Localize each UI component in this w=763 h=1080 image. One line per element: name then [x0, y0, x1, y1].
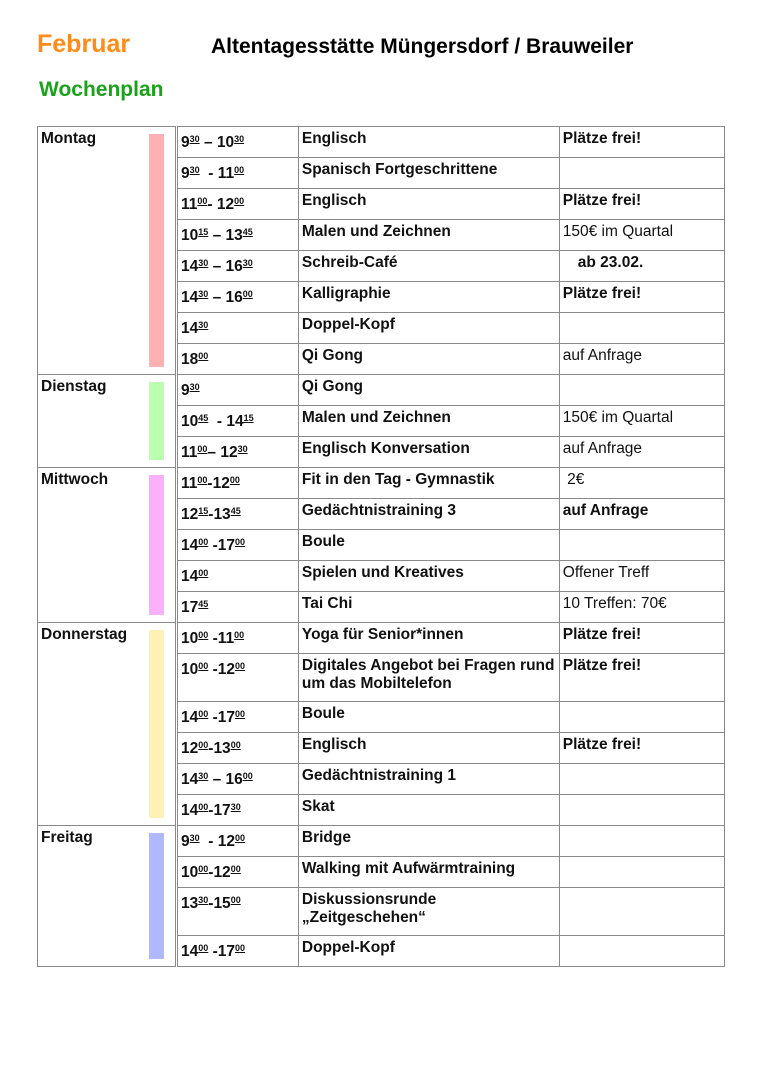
end-hour: 16	[225, 258, 243, 275]
note-cell	[559, 857, 724, 888]
note-cell	[559, 888, 724, 936]
start-minute: 00	[198, 709, 209, 719]
start-hour: 12	[181, 740, 199, 757]
time-separator: –	[208, 289, 226, 306]
start-minute: 00	[198, 740, 209, 750]
start-hour: 9	[181, 165, 190, 182]
activity-cell: Tai Chi	[298, 592, 559, 623]
start-minute: 00	[197, 196, 208, 206]
start-hour: 10	[181, 227, 199, 244]
end-minute: 00	[230, 864, 241, 874]
end-minute: 00	[234, 537, 245, 547]
time-separator: -	[208, 506, 214, 523]
time-separator: -	[208, 630, 218, 647]
time-separator: -	[208, 895, 214, 912]
time-separator: -	[208, 537, 218, 554]
end-minute: 00	[234, 661, 245, 671]
start-minute: 00	[198, 351, 209, 361]
note-cell: Plätze frei!	[559, 654, 724, 702]
day-color-bar	[149, 134, 164, 367]
weekly-schedule-table	[37, 126, 725, 967]
activity-cell: Diskussionsrunde „Zeitgeschehen“	[298, 888, 559, 936]
end-hour: 11	[217, 165, 235, 182]
end-hour: 14	[226, 413, 244, 430]
time-cell	[177, 795, 299, 826]
time-cell	[177, 592, 299, 623]
note-cell: auf Anfrage	[559, 437, 724, 468]
end-minute: 00	[229, 475, 240, 485]
note-cell	[559, 158, 724, 189]
end-hour: 15	[213, 895, 231, 912]
note-cell: 150€ im Quartal	[559, 406, 724, 437]
note-cell	[559, 764, 724, 795]
activity-cell: Fit in den Tag - Gymnastik	[298, 468, 559, 499]
end-hour: 12	[213, 864, 231, 881]
end-hour: 10	[216, 134, 235, 151]
activity-cell: Doppel-Kopf	[298, 936, 559, 967]
time-separator: -	[208, 661, 218, 678]
end-minute: 00	[234, 943, 245, 953]
day-name: Mittwoch	[41, 471, 109, 488]
time-cell	[177, 375, 299, 406]
start-minute: 00	[198, 661, 209, 671]
start-hour: 14	[181, 568, 199, 585]
activity-cell: Doppel-Kopf	[298, 313, 559, 344]
start-hour: 10	[181, 661, 199, 678]
end-minute: 30	[242, 258, 253, 268]
day-cell-donnerstag	[38, 623, 177, 826]
start-minute: 30	[198, 258, 209, 268]
time-separator: –	[208, 258, 226, 275]
start-hour: 10	[181, 630, 199, 647]
time-cell	[177, 189, 299, 220]
note-cell: ab 23.02.	[559, 251, 724, 282]
time-cell	[177, 530, 299, 561]
note-cell: 2€	[559, 468, 724, 499]
time-separator: -	[208, 802, 214, 819]
note-cell: auf Anfrage	[559, 499, 724, 530]
end-minute: 00	[230, 740, 241, 750]
end-minute: 00	[234, 833, 245, 843]
start-minute: 30	[189, 134, 200, 144]
start-hour: 17	[181, 599, 199, 616]
end-minute: 00	[242, 289, 253, 299]
activity-cell: Skat	[298, 795, 559, 826]
activity-cell: Spielen und Kreatives	[298, 561, 559, 592]
activity-cell: Kalligraphie	[298, 282, 559, 313]
day-name: Montag	[41, 130, 97, 147]
note-cell: Plätze frei!	[559, 282, 724, 313]
time-separator: -	[208, 740, 214, 757]
start-minute: 00	[198, 943, 209, 953]
activity-cell: Englisch	[298, 733, 559, 764]
start-hour: 10	[181, 864, 199, 881]
note-cell: Plätze frei!	[559, 623, 724, 654]
time-separator: -	[207, 196, 217, 213]
start-minute: 15	[198, 227, 209, 237]
note-cell	[559, 702, 724, 733]
month-heading: Februar	[37, 30, 131, 58]
start-hour: 13	[181, 895, 199, 912]
note-cell	[559, 826, 724, 857]
activity-cell: Gedächtnistraining 3	[298, 499, 559, 530]
start-hour: 14	[181, 802, 199, 819]
activity-cell: Qi Gong	[298, 344, 559, 375]
end-minute: 00	[234, 630, 245, 640]
start-minute: 00	[197, 444, 208, 454]
start-hour: 14	[181, 320, 199, 337]
schedule-row	[38, 375, 725, 406]
time-cell	[177, 437, 299, 468]
activity-cell: Gedächtnistraining 1	[298, 764, 559, 795]
end-hour: 12	[220, 444, 238, 461]
start-hour: 14	[181, 537, 199, 554]
note-cell: auf Anfrage	[559, 344, 724, 375]
start-hour: 14	[181, 709, 199, 726]
time-separator: –	[207, 444, 221, 461]
day-name: Freitag	[41, 829, 93, 846]
start-minute: 00	[198, 802, 209, 812]
start-hour: 14	[181, 258, 199, 275]
start-hour: 18	[181, 351, 199, 368]
note-cell	[559, 936, 724, 967]
end-minute: 30	[234, 134, 245, 144]
time-cell	[177, 702, 299, 733]
start-minute: 30	[189, 833, 200, 843]
schedule-row	[38, 826, 725, 857]
day-color-bar	[149, 833, 164, 959]
activity-cell: Digitales Angebot bei Fragen rund um das Mobiltelefon	[298, 654, 559, 702]
note-cell	[559, 530, 724, 561]
start-minute: 30	[198, 289, 209, 299]
note-cell: Plätze frei!	[559, 733, 724, 764]
schedule-row	[38, 623, 725, 654]
start-hour: 14	[181, 289, 199, 306]
start-minute: 00	[198, 630, 209, 640]
time-cell	[177, 764, 299, 795]
time-cell	[177, 826, 299, 857]
time-cell	[177, 499, 299, 530]
note-cell: Plätze frei!	[559, 189, 724, 220]
time-cell	[177, 733, 299, 764]
end-hour: 12	[217, 833, 235, 850]
start-hour: 14	[181, 771, 199, 788]
schedule-row	[38, 468, 725, 499]
end-hour: 13	[225, 227, 243, 244]
time-cell	[177, 623, 299, 654]
time-separator: -	[208, 709, 218, 726]
time-separator: -	[199, 833, 218, 850]
start-hour: 11	[181, 196, 198, 213]
activity-cell: Malen und Zeichnen	[298, 220, 559, 251]
day-color-bar	[149, 630, 164, 818]
activity-cell: Boule	[298, 530, 559, 561]
note-cell	[559, 375, 724, 406]
start-minute: 45	[198, 413, 209, 423]
start-minute: 00	[198, 568, 209, 578]
activity-cell: Englisch	[298, 189, 559, 220]
time-separator: -	[208, 943, 218, 960]
time-separator: -	[208, 413, 227, 430]
end-minute: 30	[237, 444, 248, 454]
note-cell: Offener Treff	[559, 561, 724, 592]
start-minute: 00	[198, 537, 209, 547]
note-cell	[559, 313, 724, 344]
day-color-bar	[149, 475, 164, 615]
time-cell	[177, 344, 299, 375]
start-minute: 15	[198, 506, 209, 516]
start-minute: 45	[198, 599, 209, 609]
end-hour: 12	[212, 475, 230, 492]
note-cell: 10 Treffen: 70€	[559, 592, 724, 623]
end-hour: 17	[217, 943, 235, 960]
end-hour: 17	[217, 709, 235, 726]
day-cell-freitag	[38, 826, 177, 967]
activity-cell: Englisch Konversation	[298, 437, 559, 468]
time-cell	[177, 561, 299, 592]
time-separator: -	[208, 864, 214, 881]
schedule-body	[38, 127, 725, 967]
end-minute: 45	[230, 506, 241, 516]
page-title: Altentagesstätte Müngersdorf / Brauweiler	[211, 35, 634, 58]
time-cell	[177, 251, 299, 282]
time-cell	[177, 468, 299, 499]
schedule-row	[38, 127, 725, 158]
end-minute: 00	[234, 165, 245, 175]
time-separator: –	[208, 227, 226, 244]
end-hour: 17	[217, 537, 235, 554]
time-separator: –	[208, 771, 226, 788]
start-minute: 30	[198, 895, 209, 905]
time-cell	[177, 282, 299, 313]
start-minute: 00	[198, 864, 209, 874]
activity-cell: Schreib-Café	[298, 251, 559, 282]
day-name: Donnerstag	[41, 626, 128, 643]
day-cell-mittwoch	[38, 468, 177, 623]
end-minute: 00	[234, 196, 245, 206]
time-cell	[177, 406, 299, 437]
end-minute: 15	[243, 413, 254, 423]
day-color-bar	[149, 382, 164, 460]
end-hour: 11	[217, 630, 235, 647]
time-cell	[177, 158, 299, 189]
start-hour: 12	[181, 506, 199, 523]
end-hour: 17	[213, 802, 231, 819]
end-minute: 30	[230, 802, 241, 812]
start-hour: 9	[181, 134, 190, 151]
note-cell: Plätze frei!	[559, 127, 724, 158]
end-hour: 13	[213, 506, 231, 523]
start-minute: 30	[198, 771, 209, 781]
activity-cell: Spanisch Fortgeschrittene	[298, 158, 559, 189]
start-minute: 30	[189, 382, 200, 392]
end-hour: 13	[213, 740, 231, 757]
start-minute: 00	[197, 475, 208, 485]
start-hour: 10	[181, 413, 199, 430]
start-minute: 30	[189, 165, 200, 175]
time-cell	[177, 127, 299, 158]
end-hour: 16	[225, 289, 243, 306]
subtitle-weekly-plan: Wochenplan	[39, 78, 164, 101]
start-hour: 11	[181, 444, 198, 461]
time-separator: -	[199, 165, 218, 182]
note-cell: 150€ im Quartal	[559, 220, 724, 251]
end-hour: 12	[217, 661, 235, 678]
day-name: Dienstag	[41, 378, 107, 395]
day-cell-montag	[38, 127, 177, 375]
activity-cell: Malen und Zeichnen	[298, 406, 559, 437]
time-cell	[177, 220, 299, 251]
start-hour: 9	[181, 833, 190, 850]
end-hour: 12	[216, 196, 235, 213]
start-hour: 14	[181, 943, 199, 960]
time-separator: -	[207, 475, 213, 492]
start-hour: 11	[181, 475, 198, 492]
time-cell	[177, 313, 299, 344]
time-separator: –	[199, 134, 217, 151]
day-cell-dienstag	[38, 375, 177, 468]
activity-cell: Bridge	[298, 826, 559, 857]
activity-cell: Qi Gong	[298, 375, 559, 406]
time-cell	[177, 857, 299, 888]
time-cell	[177, 654, 299, 702]
time-cell	[177, 936, 299, 967]
end-hour: 16	[225, 771, 243, 788]
time-cell	[177, 888, 299, 936]
end-minute: 00	[242, 771, 253, 781]
activity-cell: Englisch	[298, 127, 559, 158]
end-minute: 00	[234, 709, 245, 719]
activity-cell: Yoga für Senior*innen	[298, 623, 559, 654]
note-cell	[559, 795, 724, 826]
start-minute: 30	[198, 320, 209, 330]
end-minute: 45	[242, 227, 253, 237]
activity-cell: Walking mit Aufwärmtraining	[298, 857, 559, 888]
end-minute: 00	[230, 895, 241, 905]
activity-cell: Boule	[298, 702, 559, 733]
start-hour: 9	[181, 382, 190, 399]
